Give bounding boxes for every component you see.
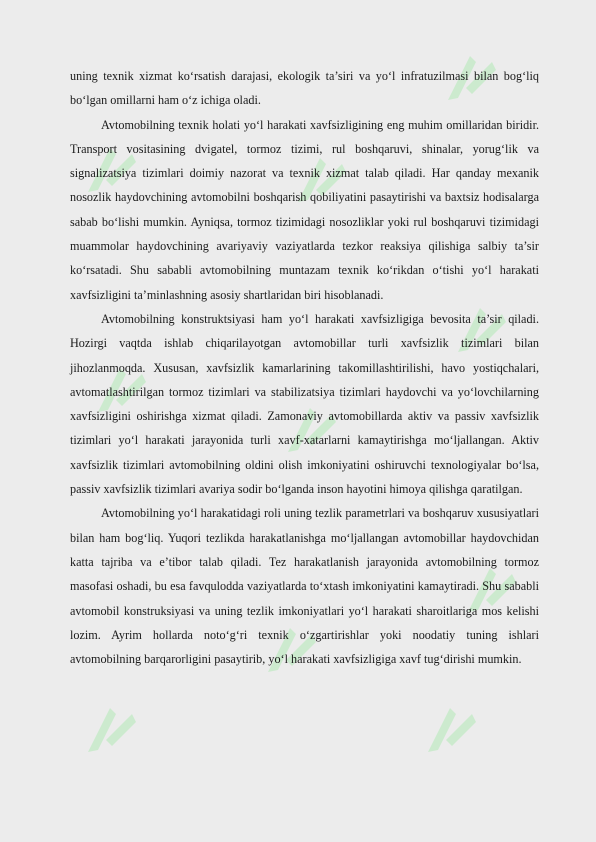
paragraph: Avtomobilning konstruktsiyasi ham yo‘l harakati xavfsizligiga bevosita ta’sir qiladi. Hozirgi vaqtda ishlab chiqarilayotgan avtomobillar turli xavfsizlik tizimlari bilan jihozlanmoqda. Xususan, xavfsizlik kamarlarining takomillashtirilishi, havo yostiqchalari, avtomatlashtirilgan tormoz tizimlari va stabilizatsiya tizimlari haydovchi va yo‘lovchilarning xavfsizligini oshirishga xizmat qiladi. Zamonaviy avtomobillarda aktiv va passiv xavfsizlik tizimlari yo‘l harakati jarayonida turli xavf-xatarlarni kamaytirishga mo‘ljallangan. Aktiv xavfsizlik tizimlari avtomobilning oldini olish imkoniyatini oshiruvchi texnologiyalar bo‘lsa, passiv xavfsizlik tizimlari avariya sodir bo‘lganda inson hayotini himoya qilishga qaratilgan. (70, 311, 539, 497)
paragraph: Avtomobilning texnik holati yo‘l harakati xavfsizligining eng muhim omillaridan biridir. Transport vositasining dvigatel, tormoz tizimi, rul boshqaruvi, shinalar, yorug‘lik va signalizatsiya tizimlari doimiy nazorat va texnik xizmat talab qiladi. Har qanday mexanik nosozlik haydovchining avtomobilni boshqarish qobiliyatini pasaytirishi va baxtsiz hodisalarga sabab bo‘lishi mumkin. Ayniqsa, tormoz tizimidagi nosozliklar yoki rul boshqaruvi tizimidagi muammolar haydovchining avariyaviy vaziyatlarda tezkor reaksiya qilishiga salbiy ta’sir ko‘rsatadi. Shu sababli avtomobilning muntazam texnik ko‘rikdan o‘tishi yo‘l harakati xavfsizligini ta’minlashning asosiy shartlaridan biri hisoblanadi. (70, 117, 539, 302)
paragraph: Avtomobilning yo‘l harakatidagi roli uning tezlik parametrlari va boshqaruv xususiyatlari bilan ham bog‘liq. Yuqori tezlikda harakatlanishga mo‘ljallangan avtomobillar haydovchidan katta tajriba va e’tibor talab qiladi. Tez harakatlanish jarayonida avtomobilning tormoz masofasi oshadi, bu esa favqulodda vaziyatlarda to‘xtash imkoniyatini kamaytiradi. Shu sababli avtomobil konstruksiyasi va uning tezlik imkoniyatlari yo‘l harakati sharoitlariga mos kelishi lozim. Ayrim hollarda noto‘g‘ri texnik o‘zgartirishlar yoki noodatiy tuning ishlari avtomobilning barqarorligini pasaytirib, yo‘l harakati xavfsizligiga xavf tug‘dirishi mumkin. (70, 506, 539, 667)
pdf-logo-icon (420, 700, 480, 760)
paragraph: uning texnik xizmat ko‘rsatish darajasi, ekologik ta’siri va yo‘l infratuzilmasi bilan bog‘liq bo‘lgan omillarni ham o‘z ichiga oladi. (70, 69, 539, 108)
pdf-logo-icon (80, 700, 140, 760)
document-body (70, 64, 539, 671)
